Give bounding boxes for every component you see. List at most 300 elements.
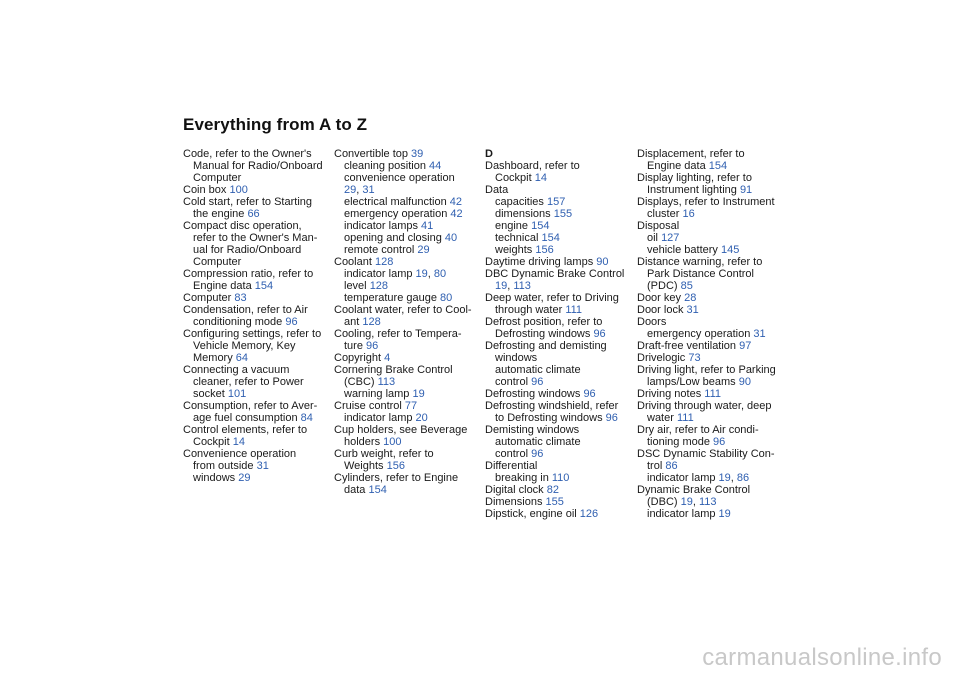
index-entry-text: Dashboard, refer to: [485, 160, 580, 172]
index-entry-text: electrical malfunction: [344, 196, 450, 208]
page-link[interactable]: 126: [579, 508, 599, 520]
index-subentry: [183, 436, 328, 448]
page-link[interactable]: 101: [227, 388, 247, 400]
index-subentry: [334, 292, 479, 304]
index-subentry: [334, 388, 479, 400]
index-entry-text: Disposal: [637, 220, 680, 232]
page-separator: ,: [730, 472, 737, 484]
page-link[interactable]: 19: [495, 280, 508, 292]
index-entry-text: Cold start, refer to Starting: [183, 196, 312, 208]
index-letter-heading: [485, 148, 630, 160]
page-link[interactable]: 77: [404, 400, 418, 412]
index-subentry: [485, 196, 630, 208]
page-link[interactable]: 29: [238, 472, 251, 484]
index-entry-text: Door lock: [637, 304, 687, 316]
page-link[interactable]: 156: [386, 460, 405, 472]
index-subentry: [485, 172, 630, 184]
index-entry-text: DSC Dynamic Stability Con-: [637, 448, 775, 460]
index-subentry: [334, 196, 479, 208]
page-link[interactable]: 154: [708, 160, 728, 172]
index-entry-text: Dynamic Brake Control: [637, 484, 751, 496]
page-link[interactable]: 90: [596, 256, 609, 268]
index-entry: [334, 424, 479, 436]
index-entry-text: Driving light, refer to Parking: [637, 364, 776, 376]
index-entry-text: D: [485, 148, 493, 160]
page-link[interactable]: 29: [344, 184, 357, 196]
index-entry-text: Driving through water, deep: [637, 400, 772, 412]
index-entry-text: Dipstick, engine oil: [485, 508, 580, 520]
index-subentry: [637, 184, 782, 196]
index-entry-text: cleaning position: [344, 160, 430, 172]
index-subentry: [183, 208, 328, 220]
index-entry: [334, 256, 479, 268]
index-entry-text: Weights: [344, 460, 387, 472]
index-subentry: [183, 376, 328, 388]
index-entry-text: oil: [647, 232, 662, 244]
page-link[interactable]: 85: [680, 280, 693, 292]
index-entry: [637, 148, 782, 160]
index-entry-text: water: [647, 412, 677, 424]
index-entry-text: Draft-free ventilation: [637, 340, 740, 352]
index-entry: [637, 340, 782, 352]
index-entry: [637, 196, 782, 208]
index-subentry: [334, 412, 479, 424]
index-entry-text: level: [344, 280, 370, 292]
index-entry-text: warning lamp: [344, 388, 413, 400]
index-entry: [485, 496, 630, 508]
index-entry-text: Driving notes: [637, 388, 705, 400]
index-entry-text: Cylinders, refer to Engine: [334, 472, 459, 484]
index-subentry: [334, 460, 479, 472]
index-entry-text: automatic climate: [495, 364, 581, 376]
page-link[interactable]: 128: [362, 316, 381, 328]
page-link[interactable]: 96: [531, 376, 544, 388]
index-entry: [183, 328, 328, 340]
page-link[interactable]: 42: [449, 196, 463, 208]
index-entry-text: Digital clock: [485, 484, 547, 496]
index-entry-text: Cornering Brake Control: [334, 364, 453, 376]
index-subentry: [485, 280, 630, 292]
index-subentry: [485, 448, 630, 460]
index-subentry: [183, 460, 328, 472]
index-subentry: [485, 232, 630, 244]
index-entry-text: from outside: [193, 460, 257, 472]
page-separator: ,: [692, 496, 699, 508]
page-link[interactable]: 41: [421, 220, 434, 232]
index-entry: [334, 352, 479, 364]
index-entry-text: (DBC): [647, 496, 681, 508]
index-entry-text: Engine data: [647, 160, 709, 172]
index-entry: [183, 364, 328, 376]
index-entry: [637, 352, 782, 364]
index-entry-text: Computer: [183, 292, 235, 304]
page-link[interactable]: 86: [665, 460, 678, 472]
index-subentry: [183, 472, 328, 484]
index-subentry: [183, 340, 328, 352]
page-link[interactable]: 4: [384, 352, 391, 364]
index-entry-text: Computer: [193, 172, 242, 184]
index-entry-text: ual for Radio/Onboard: [193, 244, 302, 256]
index-entry: [334, 400, 479, 412]
index-entry-text: Doors: [637, 316, 667, 328]
index-entry-text: emergency operation: [344, 208, 451, 220]
index-entry-text: temperature gauge: [344, 292, 441, 304]
index-entry-text: weights: [495, 244, 536, 256]
page-link[interactable]: 40: [444, 232, 458, 244]
index-entry-text: Defrosting windows: [495, 328, 594, 340]
page-link[interactable]: 31: [256, 460, 269, 472]
page-link[interactable]: 82: [546, 484, 559, 496]
index-entry-text: Condensation, refer to Air: [183, 304, 308, 316]
index-entry-text: Data: [485, 184, 509, 196]
index-entry: [183, 268, 328, 280]
index-entry-text: Engine data: [193, 280, 255, 292]
index-entry-text: Cruise control: [334, 400, 405, 412]
page-link[interactable]: 96: [366, 340, 379, 352]
index-entry-text: Differential: [485, 460, 538, 472]
index-column-3: [485, 148, 630, 520]
index-entry-text: Cockpit: [495, 172, 535, 184]
page-link[interactable]: 44: [429, 160, 442, 172]
index-entry: [485, 388, 630, 400]
index-entry-text: automatic climate: [495, 436, 581, 448]
index-entry: [183, 184, 328, 196]
page-link[interactable]: 42: [450, 208, 463, 220]
page-link[interactable]: 110: [551, 472, 570, 484]
index-entry: [637, 220, 782, 232]
index-entry-text: Coin box: [183, 184, 230, 196]
index-subentry: [334, 220, 479, 232]
page-link[interactable]: 19: [718, 508, 731, 520]
index-entry: [637, 172, 782, 184]
page-link[interactable]: 128: [369, 280, 389, 292]
index-subentry: [485, 436, 630, 448]
page-title: Everything from A to Z: [183, 115, 368, 134]
index-entry: [334, 328, 479, 340]
index-entry: [637, 448, 782, 460]
page-link[interactable]: 96: [713, 436, 726, 448]
index-entry: [637, 316, 782, 328]
index-entry-text: engine: [495, 220, 532, 232]
index-subentry: [637, 232, 782, 244]
index-entry-text: data: [344, 484, 369, 496]
index-entry: [485, 292, 630, 304]
page-link[interactable]: 154: [531, 220, 550, 232]
page-link[interactable]: 155: [553, 208, 573, 220]
index-subentry: [637, 460, 782, 472]
index-entry-text: indicator lamps: [344, 220, 422, 232]
page-link[interactable]: 113: [513, 280, 531, 292]
index-subentry: [637, 376, 782, 388]
page-link[interactable]: 96: [285, 316, 298, 328]
index-entry-text: Distance warning, refer to: [637, 256, 763, 268]
index-subentry: [637, 472, 782, 484]
index-subentry: [485, 244, 630, 256]
index-entry-text: Manual for Radio/Onboard: [193, 160, 323, 172]
index-entry-text: convenience operation: [344, 172, 455, 184]
page-link[interactable]: 20: [415, 412, 428, 424]
index-subentry: [637, 280, 782, 292]
index-entry-text: Copyright: [334, 352, 385, 364]
index-entry-text: Consumption, refer to Aver-: [183, 400, 318, 412]
index-entry-text: Coolant water, refer to Cool-: [334, 304, 472, 316]
index-subentry: [183, 280, 328, 292]
index-entry-text: Vehicle Memory, Key: [193, 340, 296, 352]
page-link[interactable]: 19: [680, 496, 693, 508]
page-link[interactable]: 19: [412, 388, 425, 400]
index-entry-text: indicator lamp: [647, 508, 719, 520]
page-link[interactable]: 155: [545, 496, 564, 508]
index-entry-text: Code, refer to the Owner's: [183, 148, 312, 160]
index-entry-text: age fuel consumption: [193, 412, 301, 424]
index-entry: [637, 256, 782, 268]
index-subentry: [183, 244, 328, 256]
index-entry-text: conditioning mode: [193, 316, 286, 328]
index-subentry: [485, 364, 630, 376]
page-link[interactable]: 90: [738, 376, 751, 388]
index-subentry: [637, 208, 782, 220]
index-subentry: [183, 316, 328, 328]
index-entry-text: Cockpit: [193, 436, 233, 448]
index-entry-text: control: [495, 448, 532, 460]
index-entry-text: Defrosting windows: [485, 388, 584, 400]
index-entry-text: refer to the Owner's Man-: [193, 232, 318, 244]
index-entry: [637, 484, 782, 496]
index-entry: [334, 448, 479, 460]
index-entry-text: the engine: [193, 208, 248, 220]
page-link[interactable]: 111: [565, 304, 583, 316]
page-link[interactable]: 14: [232, 436, 245, 448]
page-link[interactable]: 111: [704, 388, 721, 400]
index-entry-text: Park Distance Control: [647, 268, 754, 280]
index-entry-text: ant: [344, 316, 363, 328]
index-subentry: [183, 412, 328, 424]
index-entry: [485, 184, 630, 196]
index-entry-text: Coolant: [334, 256, 375, 268]
index-entry-text: emergency operation: [647, 328, 754, 340]
index-subentry: [334, 484, 479, 496]
index-entry-text: Dry air, refer to Air condi-: [637, 424, 759, 436]
index-entry-text: technical: [495, 232, 542, 244]
page-link[interactable]: 84: [300, 412, 313, 424]
index-entry-text: Connecting a vacuum: [183, 364, 290, 376]
index-entry-text: Deep water, refer to Driving: [485, 292, 619, 304]
index-entry-text: (CBC): [344, 376, 378, 388]
index-subentry: [334, 208, 479, 220]
index-subentry: [334, 268, 479, 280]
index-entry-text: to Defrosting windows: [495, 412, 606, 424]
index-entry-text: windows: [495, 352, 538, 364]
index-subentry: [183, 232, 328, 244]
index-entry: [485, 316, 630, 328]
index-entry-text: Display lighting, refer to: [637, 172, 752, 184]
index-subentry: [637, 508, 782, 520]
page-link[interactable]: 96: [605, 412, 618, 424]
index-entry: [183, 220, 328, 232]
index-entry-text: Defrosting windshield, refer: [485, 400, 619, 412]
index-entry: [183, 292, 328, 304]
page-link[interactable]: 16: [682, 208, 695, 220]
index-entry-text: Daytime driving lamps: [485, 256, 597, 268]
index-entry-text: control: [495, 376, 532, 388]
index-entry: [334, 472, 479, 484]
index-entry-text: Door key: [637, 292, 685, 304]
index-entry-text: vehicle battery: [647, 244, 721, 256]
index-entry-text: Displacement, refer to: [637, 148, 745, 160]
page-link[interactable]: 19: [415, 268, 428, 280]
page-link[interactable]: 154: [254, 280, 274, 292]
index-entry-text: Dimensions: [485, 496, 546, 508]
index-subentry: [485, 328, 630, 340]
page-link[interactable]: 157: [546, 196, 566, 208]
index-subentry: [637, 244, 782, 256]
index-subentry: [334, 340, 479, 352]
index-entry-text: indicator lamp: [344, 268, 416, 280]
index-entry: [183, 148, 328, 160]
index-entry: [183, 424, 328, 436]
page-link[interactable]: 19: [718, 472, 731, 484]
index-entry-text: Control elements, refer to: [183, 424, 308, 436]
index-entry-text: Cup holders, see Beverage: [334, 424, 468, 436]
index-entry-text: (PDC): [647, 280, 681, 292]
page-link[interactable]: 31: [753, 328, 766, 340]
index-entry-text: trol: [647, 460, 666, 472]
index-entry: [183, 448, 328, 460]
index-entry: [637, 292, 782, 304]
page-link[interactable]: 154: [368, 484, 387, 496]
page-link[interactable]: 73: [688, 352, 701, 364]
index-entry-text: capacities: [495, 196, 547, 208]
page-link[interactable]: 111: [676, 412, 694, 424]
index-entry-text: tioning mode: [647, 436, 714, 448]
page-link[interactable]: 156: [535, 244, 554, 256]
page-link[interactable]: 96: [583, 388, 596, 400]
index-subentry: [637, 496, 782, 508]
index-entry: [334, 148, 479, 160]
index-subentry: [334, 316, 479, 328]
page-link[interactable]: 127: [661, 232, 680, 244]
index-entry-text: breaking in: [495, 472, 552, 484]
page-link[interactable]: 28: [684, 292, 697, 304]
index-subentry: [485, 220, 630, 232]
index-subentry: [334, 376, 479, 388]
index-entry: [637, 424, 782, 436]
page-link[interactable]: 80: [440, 292, 453, 304]
index-entry-text: through water: [495, 304, 566, 316]
index-subentry: [637, 328, 782, 340]
page-link[interactable]: 14: [534, 172, 547, 184]
page-separator: ,: [507, 280, 514, 292]
index-subentry: [183, 160, 328, 172]
index-subentry: [183, 172, 328, 184]
index-column-4: [637, 148, 782, 520]
watermark-text: carmanualsonline.info: [702, 644, 942, 671]
page-link[interactable]: 29: [417, 244, 430, 256]
index-entry-text: Computer: [193, 256, 242, 268]
page-link[interactable]: 91: [739, 184, 753, 196]
page-link[interactable]: 31: [362, 184, 375, 196]
page-link[interactable]: 86: [736, 472, 750, 484]
index-subentry: [334, 436, 479, 448]
page-link[interactable]: 96: [531, 448, 544, 460]
index-subentry: [183, 388, 328, 400]
index-entry: [485, 268, 630, 280]
index-entry-text: lamps/Low beams: [647, 376, 739, 388]
index-entry-text: indicator lamp: [647, 472, 719, 484]
page-link[interactable]: 96: [593, 328, 606, 340]
index-subentry: [637, 268, 782, 280]
page-link[interactable]: 31: [686, 304, 699, 316]
index-column-2: [334, 148, 479, 496]
page-link[interactable]: 64: [235, 352, 249, 364]
index-entry-text: Drivelogic: [637, 352, 689, 364]
index-entry-text: Instrument lighting: [647, 184, 740, 196]
page-link[interactable]: 100: [383, 436, 402, 448]
page-link[interactable]: 83: [234, 292, 247, 304]
page-link[interactable]: 113: [698, 496, 717, 508]
index-subentry: [485, 208, 630, 220]
index-entry-text: Defrost position, refer to: [485, 316, 603, 328]
page-separator: ,: [427, 268, 434, 280]
page-link[interactable]: 100: [229, 184, 248, 196]
index-subentry: [637, 412, 782, 424]
index-subentry: [485, 352, 630, 364]
index-subentry: [334, 232, 479, 244]
index-entry-text: ture: [344, 340, 367, 352]
page-link[interactable]: 154: [541, 232, 560, 244]
index-entry: [183, 196, 328, 208]
index-entry: [485, 400, 630, 412]
page-link[interactable]: 39: [411, 148, 424, 160]
page-separator: ,: [356, 184, 363, 196]
index-entry-text: Defrosting and demisting: [485, 340, 607, 352]
index-entry-text: opening and closing: [344, 232, 445, 244]
index-column-1: [183, 148, 328, 484]
index-entry-text: cluster: [647, 208, 683, 220]
page-link[interactable]: 66: [247, 208, 260, 220]
index-entry-text: cleaner, refer to Power: [193, 376, 304, 388]
index-entry-text: remote control: [344, 244, 418, 256]
index-entry-text: Compression ratio, refer to: [183, 268, 314, 280]
index-entry: [485, 424, 630, 436]
index-entry-text: holders: [344, 436, 384, 448]
index-entry: [485, 484, 630, 496]
page-link[interactable]: 113: [377, 376, 396, 388]
index-subentry: [183, 352, 328, 364]
index-entry-text: Compact disc operation,: [183, 220, 302, 232]
index-subentry: [485, 412, 630, 424]
page-link[interactable]: 145: [720, 244, 740, 256]
page-link[interactable]: 128: [374, 256, 394, 268]
index-subentry: [334, 280, 479, 292]
index-entry: [637, 364, 782, 376]
index-entry-text: Configuring settings, refer to: [183, 328, 322, 340]
index-subentry: [334, 160, 479, 172]
index-subentry: [637, 160, 782, 172]
index-entry-text: indicator lamp: [344, 412, 416, 424]
index-entry: [334, 364, 479, 376]
index-entry: [485, 460, 630, 472]
index-entry-text: Convenience operation: [183, 448, 297, 460]
page-link[interactable]: 97: [739, 340, 752, 352]
index-entry-text: Memory: [193, 352, 236, 364]
index-entry: [485, 160, 630, 172]
page-link[interactable]: 80: [433, 268, 447, 280]
index-subentry: [334, 244, 479, 256]
index-subentry: [485, 304, 630, 316]
index-entry: [485, 340, 630, 352]
index-entry-text: Curb weight, refer to: [334, 448, 434, 460]
